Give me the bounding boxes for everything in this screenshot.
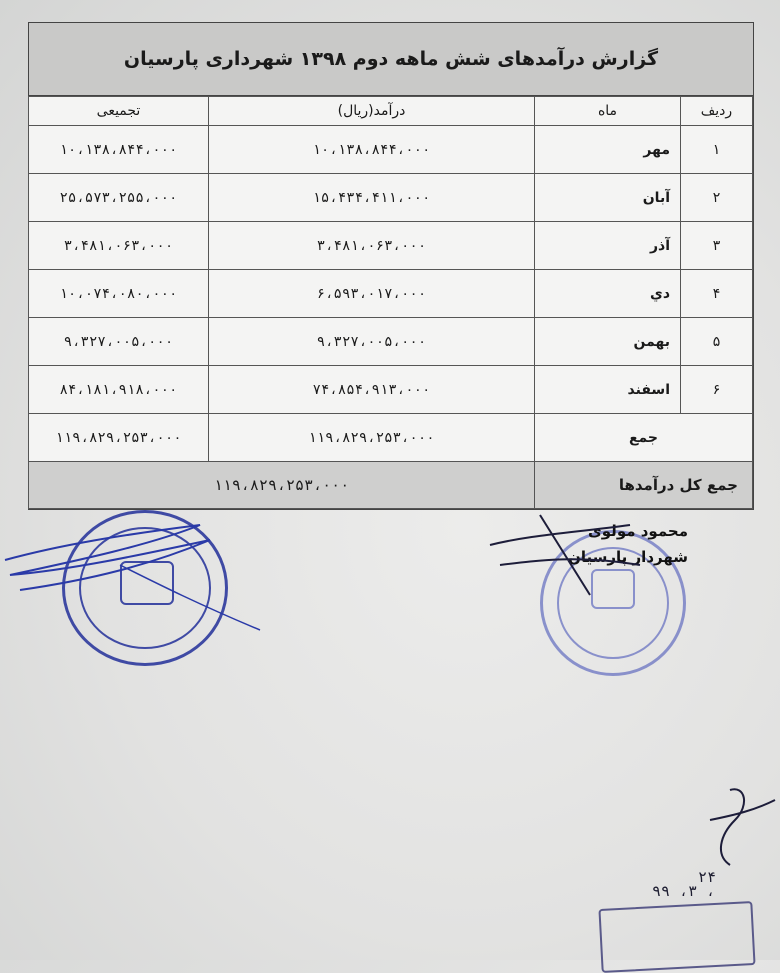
header-income: درآمد(ریال)	[209, 97, 535, 126]
row-month: بهمن	[535, 318, 681, 366]
grand-total-row	[29, 462, 753, 509]
table-row	[29, 318, 753, 366]
grand-total-label: جمع کل درآمدها	[535, 462, 753, 509]
table-header-row	[29, 97, 753, 126]
row-index: ۱	[681, 126, 753, 174]
table-row	[29, 366, 753, 414]
mayor-signature-icon	[480, 505, 660, 615]
initials-signature-icon	[690, 780, 780, 870]
row-month: دي	[535, 270, 681, 318]
row-income: ۳،۴۸۱،۰۶۳،۰۰۰	[209, 222, 535, 270]
grand-total-value: ۱۱۹،۸۲۹،۲۵۳،۰۰۰	[29, 462, 535, 509]
row-month: آذر	[535, 222, 681, 270]
table-row	[29, 126, 753, 174]
left-signature-icon	[0, 505, 300, 645]
row-index: ۶	[681, 366, 753, 414]
table-row	[29, 222, 753, 270]
row-index: ۵	[681, 318, 753, 366]
table-row	[29, 270, 753, 318]
table-row	[29, 174, 753, 222]
row-cumulative: ۱۰،۰۷۴،۰۸۰،۰۰۰	[29, 270, 209, 318]
handwritten-date	[648, 868, 768, 904]
row-cumulative: ۹،۳۲۷،۰۰۵،۰۰۰	[29, 318, 209, 366]
row-income: ۹،۳۲۷،۰۰۵،۰۰۰	[209, 318, 535, 366]
header-index: ردیف	[681, 97, 753, 126]
income-report	[28, 22, 754, 510]
header-cumulative: تجمیعی	[29, 97, 209, 126]
date-day: ۲۴	[698, 868, 717, 886]
row-cumulative: ۸۴،۱۸۱،۹۱۸،۰۰۰	[29, 366, 209, 414]
row-income: ۱۵،۴۳۴،۴۱۱،۰۰۰	[209, 174, 535, 222]
row-cumulative: ۱۰،۱۳۸،۸۴۴،۰۰۰	[29, 126, 209, 174]
sum-label: جمع	[535, 414, 753, 462]
row-income: ۱۰،۱۳۸،۸۴۴،۰۰۰	[209, 126, 535, 174]
row-cumulative: ۳،۴۸۱،۰۶۳،۰۰۰	[29, 222, 209, 270]
row-index: ۴	[681, 270, 753, 318]
income-table	[28, 96, 753, 509]
row-index: ۳	[681, 222, 753, 270]
row-cumulative: ۲۵،۵۷۳،۲۵۵،۰۰۰	[29, 174, 209, 222]
row-income: ۶،۵۹۳،۰۱۷،۰۰۰	[209, 270, 535, 318]
signer-name: محمود مولوی	[588, 522, 688, 540]
sum-row	[29, 414, 753, 462]
date-month-year: ۹۹ ،۳ ،	[652, 882, 716, 900]
sum-income: ۱۱۹،۸۲۹،۲۵۳،۰۰۰	[209, 414, 535, 462]
name-stamp-icon	[598, 901, 755, 973]
row-month: اسفند	[535, 366, 681, 414]
row-income: ۷۴،۸۵۴،۹۱۳،۰۰۰	[209, 366, 535, 414]
row-month: مهر	[535, 126, 681, 174]
row-month: آبان	[535, 174, 681, 222]
sum-cumulative: ۱۱۹،۸۲۹،۲۵۳،۰۰۰	[29, 414, 209, 462]
signer-role: شهردار پارسیان	[568, 548, 688, 566]
header-month: ماه	[535, 97, 681, 126]
row-index: ۲	[681, 174, 753, 222]
report-title: گزارش درآمدهای شش ماهه دوم ۱۳۹۸ شهرداری پارسیان	[29, 23, 753, 96]
